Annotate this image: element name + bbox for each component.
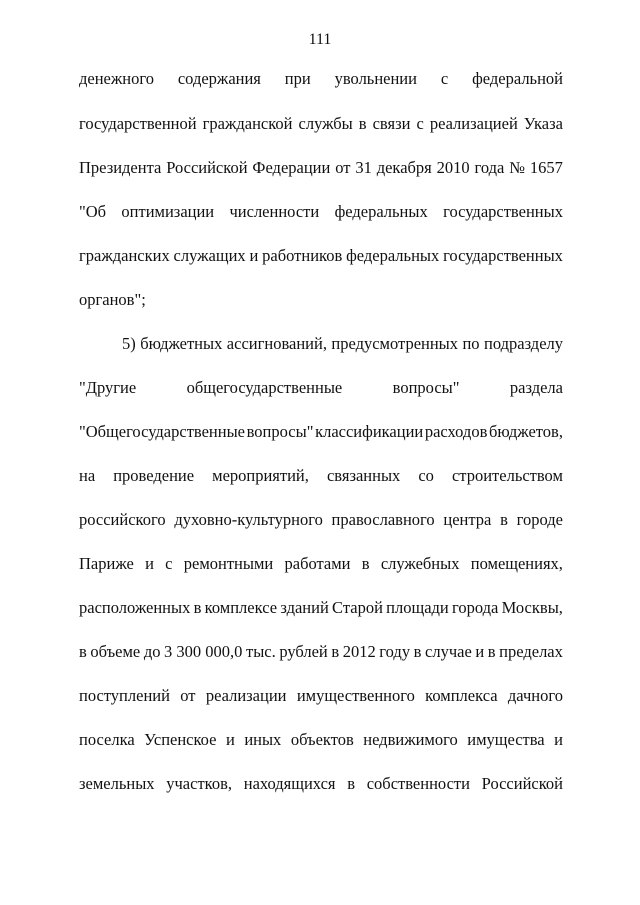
word: имущества [467, 730, 545, 749]
word: работников [262, 246, 343, 265]
word: рублей [279, 642, 328, 661]
word: Федерации [252, 158, 331, 177]
page-number: 111 [308, 31, 332, 48]
word: от [180, 686, 196, 705]
word: работами [284, 554, 351, 573]
word: поселка [79, 730, 135, 749]
word: численности [229, 202, 320, 221]
word: российского [79, 510, 166, 529]
text-line-5 [79, 245, 563, 267]
word: строительством [451, 466, 563, 485]
word: увольнении [334, 69, 417, 88]
word: денежного [79, 69, 154, 88]
word: расходов [424, 422, 488, 441]
text-line-15 [79, 685, 563, 707]
word: ассигнований, [226, 334, 327, 353]
word: бюджетных [140, 334, 223, 353]
word: вопросы" [246, 422, 314, 441]
word: случае [425, 642, 472, 661]
text-line-6 [79, 289, 563, 311]
word: и [145, 554, 154, 573]
word: Москвы, [501, 598, 563, 617]
word: "Другие [79, 378, 137, 397]
word: "Об [79, 202, 107, 221]
word: Президента [79, 158, 162, 177]
text-line-11 [79, 509, 563, 531]
word: при [284, 69, 311, 88]
word: года [474, 158, 505, 177]
word: федеральных [346, 246, 440, 265]
word: государственных [443, 202, 563, 221]
word: бюджетов, [489, 422, 563, 441]
word: земельных [79, 774, 155, 793]
word: православного [331, 510, 435, 529]
text-line-12 [79, 553, 563, 575]
word: классификации [315, 422, 424, 441]
word: предусмотренных [331, 334, 459, 353]
word: реализации [205, 686, 287, 705]
text-line-1 [79, 68, 563, 90]
word: 31 [355, 158, 372, 177]
word: вопросы" [392, 378, 460, 397]
word: федеральных [334, 202, 428, 221]
word: реализацией [429, 114, 518, 133]
word: служащих [173, 246, 246, 265]
word: со [418, 466, 434, 485]
word: Успенское [144, 730, 217, 749]
word: 2010 [436, 158, 470, 177]
word: до [143, 642, 161, 661]
word: проведение [113, 466, 195, 485]
word: году [379, 642, 411, 661]
text-line-8 [79, 377, 563, 399]
word: в [79, 642, 87, 661]
word: в [361, 554, 370, 573]
word: Российской [166, 158, 248, 177]
word: № [509, 158, 525, 177]
list-number: 5) [122, 334, 136, 353]
word: центра [443, 510, 492, 529]
word: в [358, 114, 367, 133]
word: иных [244, 730, 282, 749]
word: помещениях, [470, 554, 563, 573]
word: ремонтными [183, 554, 274, 573]
word: с [416, 114, 424, 133]
word: государственных [443, 246, 563, 265]
word: Указа [523, 114, 563, 133]
word: декабря [376, 158, 432, 177]
word: и [475, 642, 485, 661]
text-line-16 [79, 729, 563, 751]
word: в [413, 642, 422, 661]
word: от [335, 158, 351, 177]
text-line-9 [79, 421, 563, 443]
word: находящихся [243, 774, 336, 793]
word: зданий [280, 598, 329, 617]
word: и [225, 730, 235, 749]
line-text: органов"; [79, 290, 146, 309]
word: объектов [290, 730, 354, 749]
word: участков, [166, 774, 233, 793]
word: в [331, 642, 340, 661]
word: площади [386, 598, 449, 617]
text-line-10 [79, 465, 563, 487]
word: объеме [90, 642, 141, 661]
word: с [165, 554, 173, 573]
word: федеральной [472, 69, 563, 88]
text-line-17 [79, 773, 563, 795]
word: собственности [366, 774, 470, 793]
word: комплекса [425, 686, 498, 705]
word: недвижимого [363, 730, 458, 749]
word: службы [298, 114, 353, 133]
word: государственной [79, 114, 197, 133]
word: расположенных [79, 598, 191, 617]
word: дачного [507, 686, 563, 705]
word: с [440, 69, 449, 88]
word: в [487, 642, 496, 661]
word: связанных [326, 466, 401, 485]
word: духовно-культурного [174, 510, 323, 529]
text-line-7 [122, 333, 563, 355]
word: в [500, 510, 508, 529]
word: на [79, 466, 96, 485]
word: 1657 [529, 158, 563, 177]
word: в [193, 598, 202, 617]
text-line-2 [79, 113, 563, 135]
word: мероприятий, [212, 466, 309, 485]
word: подразделу [484, 334, 563, 353]
word: Старой [332, 598, 383, 617]
word: тыс. [246, 642, 276, 661]
word: оптимизации [121, 202, 215, 221]
word: города [452, 598, 499, 617]
word: имущественного [296, 686, 415, 705]
word: раздела [509, 378, 563, 397]
word: 3 300 000,0 [164, 642, 243, 661]
word: общегосударственные [186, 378, 343, 397]
text-line-14 [79, 641, 563, 663]
text-line-13 [79, 597, 563, 619]
text-line-4 [79, 201, 563, 223]
word: в [347, 774, 356, 793]
text-line-3 [79, 157, 563, 179]
word: 2012 [342, 642, 376, 661]
word: комплексе [204, 598, 278, 617]
word: связи [372, 114, 411, 133]
word: гражданских [79, 246, 170, 265]
word: "Общегосударственные [79, 422, 245, 441]
word: и [554, 730, 563, 749]
word: поступлений [79, 686, 170, 705]
word: городе [516, 510, 563, 529]
word: гражданской [202, 114, 293, 133]
word: по [462, 334, 480, 353]
word: и [249, 246, 259, 265]
word: служебных [380, 554, 460, 573]
word: содержания [177, 69, 261, 88]
word: пределах [499, 642, 563, 661]
word: Российской [481, 774, 563, 793]
word: Париже [79, 554, 134, 573]
